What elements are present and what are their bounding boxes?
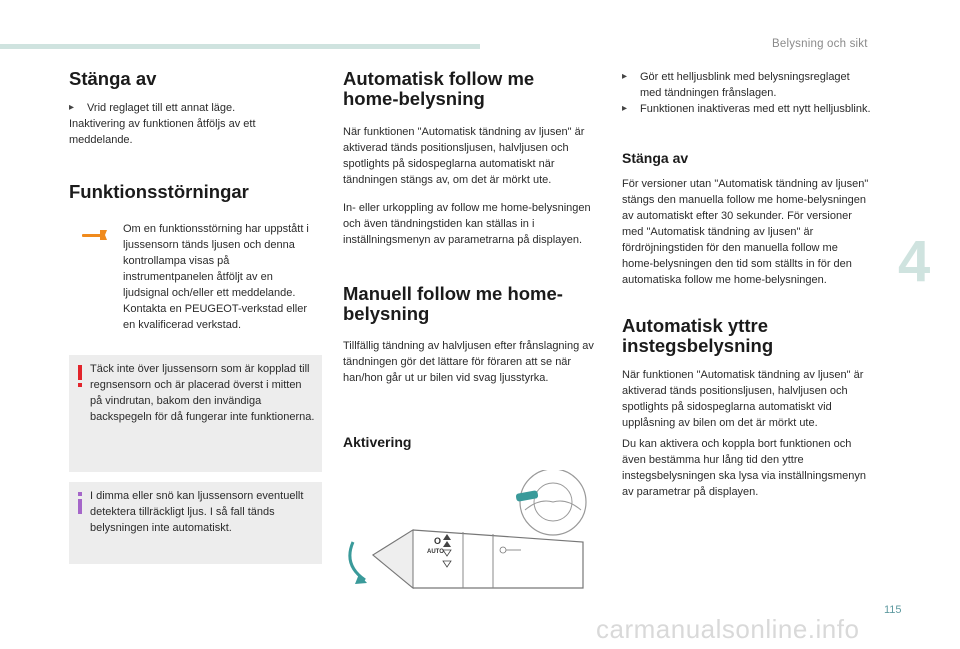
warning-box bbox=[69, 355, 322, 472]
info-icon bbox=[77, 492, 83, 519]
page-number: 115 bbox=[884, 604, 902, 616]
paragraph: Inaktivering av funktionen åtföljs av ett meddelande. bbox=[69, 118, 256, 146]
heading-automatisk-follow-me: Automatisk follow me home-belysning bbox=[343, 68, 535, 109]
paragraph: Tillfällig tändning av halvljusen efter frånslagning av tändningen gör det lättare för föraren att se när han/hon går ut ur bilen vid svag ljusstyrka. bbox=[343, 340, 594, 384]
info-text: I dimma eller snö kan ljussensorn eventuellt detektera tillräckligt ljus. I så fall tänds belysningen inte automatiskt. bbox=[90, 490, 304, 534]
wrench-icon bbox=[79, 228, 109, 247]
paragraph: När funktionen "Automatisk tändning av ljusen" är aktiverad tänds positionsljusen, halvljusen och spotlights på sidospeglarna automatiskt när tändningen stängs av, om det är mörkt ute. bbox=[343, 126, 585, 186]
stalk-position-auto: AUTO bbox=[427, 549, 444, 555]
chapter-number: 4 bbox=[898, 229, 931, 294]
paragraph: In- eller urkoppling av follow me home-belysningen och även tändningstiden kan ställas in i inställningsmenyn av parametrarna på displayen. bbox=[343, 202, 591, 246]
lighting-stalk-illustration bbox=[343, 470, 598, 600]
watermark: carmanualsonline.info bbox=[596, 614, 860, 644]
paragraph: När funktionen "Automatisk tändning av ljusen" är aktiverad tänds positionsljusen, halvljusen och spotlights på sidospeglarna automatiskt vid upplåsning av bilen om det är mörkt ute. bbox=[622, 369, 864, 429]
arrow-bullet-icon: ▸ bbox=[622, 103, 628, 114]
heading-manuell-follow-me: Manuell follow me home-belysning bbox=[343, 283, 563, 324]
stalk-position-o: O bbox=[434, 536, 442, 546]
paragraph: För versioner utan "Automatisk tändning av ljusen" stängs den manuella follow me home-belysningen av automatiskt efter 30 sekunder. För versioner med "Automatisk tändning av ljusen" är fördröjningstiden för den manuella follow me home-belysningen den tid som ställts in för den automatiska follow me home-belysningen. bbox=[622, 178, 869, 286]
arrow-bullet-icon: ▸ bbox=[622, 71, 628, 82]
heading-stanga-av: Stänga av bbox=[69, 68, 157, 89]
bullet-item: ▸ Funktionen inaktiveras med ett nytt helljusblink. bbox=[622, 103, 871, 115]
header-bar bbox=[0, 44, 480, 49]
heading-funktionsstorningar: Funktionsstörningar bbox=[69, 181, 249, 202]
exclamation-icon bbox=[77, 365, 83, 392]
heading-stanga-av: Stänga av bbox=[622, 150, 689, 166]
bullet-item: ▸ Gör ett helljusblink med belysningsreglaget med tändningen frånslagen. bbox=[622, 71, 850, 99]
info-box bbox=[69, 482, 322, 564]
arrow-bullet-icon: ▸ bbox=[69, 102, 75, 113]
warning-text: Täck inte över ljussensorn som är kopplad till regnsensorn och är placerad överst i mitten på vindrutan, bakom den invändiga backspegeln för då fungerar inte funktionerna. bbox=[90, 363, 315, 423]
section-title: Belysning och sikt bbox=[772, 38, 868, 50]
heading-aktivering: Aktivering bbox=[343, 434, 412, 450]
bullet-item: ▸ Vrid reglaget till ett annat läge. bbox=[69, 102, 236, 114]
paragraph: Du kan aktivera och koppla bort funktionen och även bestämma hur lång tid den yttre instegsbelysningen ska lysa via inställningsmenyn av parametrar på displayen. bbox=[622, 438, 866, 498]
paragraph: Om en funktionsstörning har uppstått i ljussensorn tänds ljusen och denna kontrollampa visas på instrumentpanelen åtföljt av en ljudsignal och/eller ett meddelande. Kontakta en PEUGEOT-verkstad eller en kvalificerad verkstad. bbox=[123, 223, 309, 331]
heading-automatisk-yttre: Automatisk yttre instegsbelysning bbox=[622, 315, 774, 356]
